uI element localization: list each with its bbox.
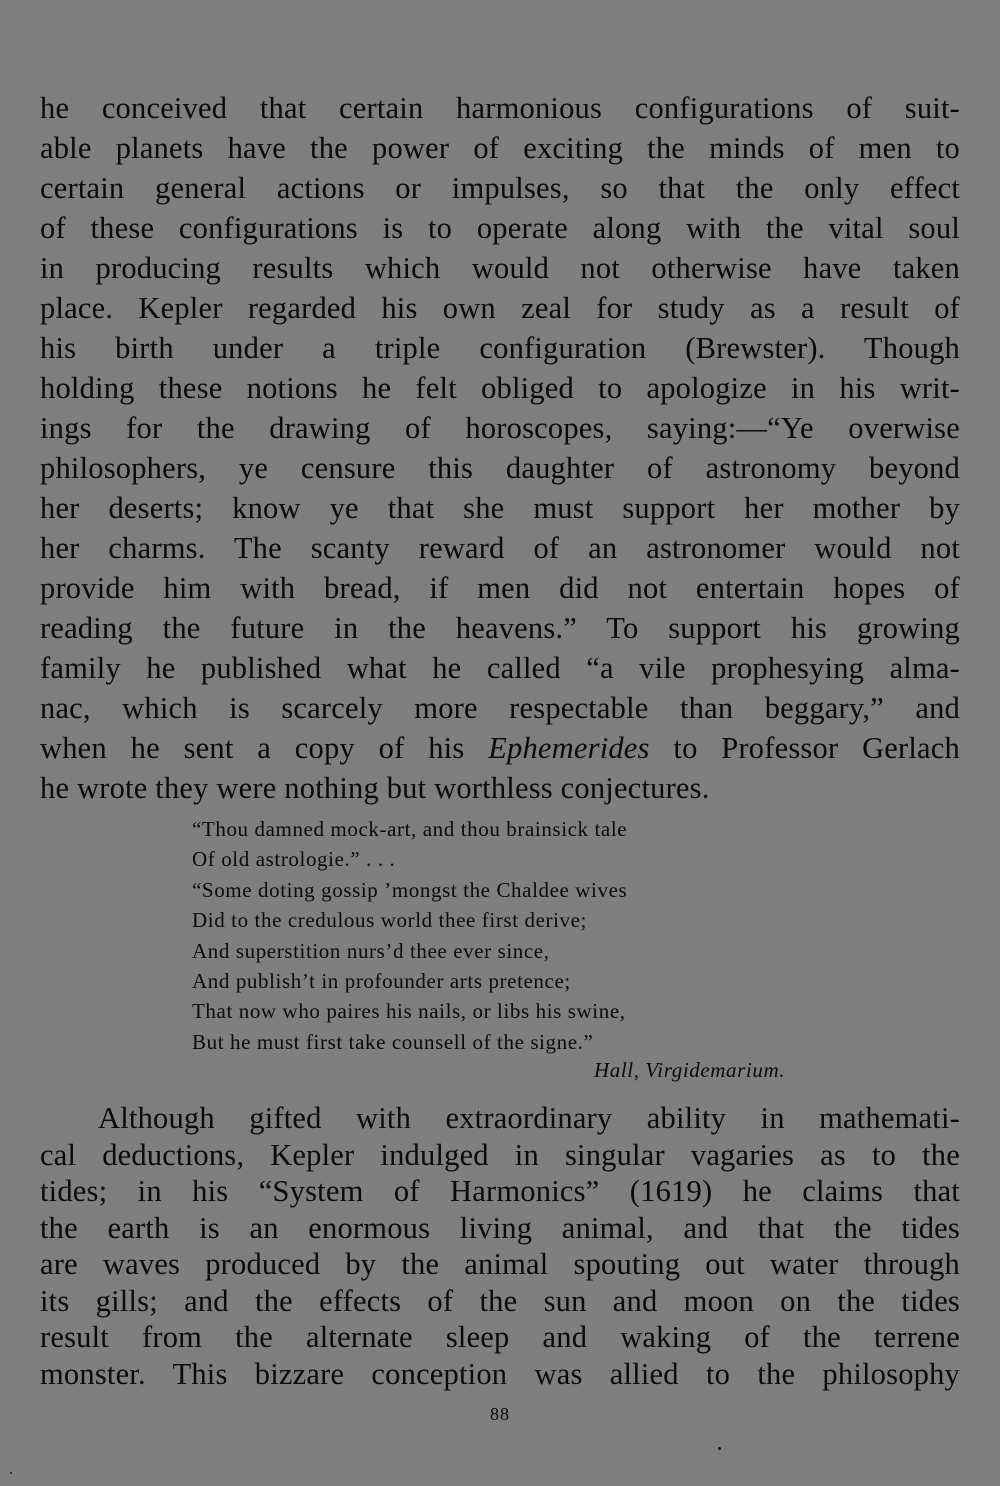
text-line: his birth under a triple configuration (Brewster). Though: [40, 331, 960, 365]
text-segment: when he sent a copy of his: [40, 731, 489, 765]
poem-quotation: [192, 814, 812, 1057]
text-line-with-italic: [40, 728, 960, 768]
poem-attribution: Hall, Virgidemarium.: [594, 1058, 786, 1082]
text-line: able planets have the power of exciting the minds of men to: [40, 131, 960, 165]
text-line: Although gifted with extraordinary ability in mathemati-: [98, 1101, 960, 1135]
text-line: of these configurations is to operate along with the vital soul: [40, 211, 960, 245]
text-line: the earth is an enormous living animal, and that the tides: [40, 1210, 960, 1245]
text-line: her deserts; know ye that she must support her mother by: [40, 491, 960, 525]
text-line-last: he wrote they were nothing but worthless conjectures.: [40, 771, 710, 805]
poem-line: “Some doting gossip ’mongst the Chaldee wives: [192, 877, 628, 902]
text-line: certain general actions or impulses, so that the only effect: [40, 171, 960, 205]
ink-speck: [10, 1472, 12, 1474]
text-line: result from the alternate sleep and waking of the terrene: [40, 1320, 960, 1354]
poem-line: And superstition nurs’d thee ever since,: [192, 938, 550, 963]
poem-line: But he must first take counsell of the signe.”: [192, 1029, 594, 1054]
ink-speck: [718, 1447, 721, 1450]
text-line: family he published what he called “a vile prophesying alma-: [40, 651, 960, 685]
text-line: tides; in his “System of Harmonics” (1619) he claims that: [40, 1174, 960, 1208]
page-number: 88: [490, 1404, 510, 1424]
text-line: provide him with bread, if men did not entertain hopes of: [40, 571, 960, 605]
book-title-italic: Ephemerides: [488, 731, 650, 765]
text-line: her charms. The scanty reward of an astronomer would not: [40, 531, 960, 565]
text-line: ings for the drawing of horoscopes, saying:—“Ye overwise: [40, 411, 960, 445]
text-line: place. Kepler regarded his own zeal for study as a result of: [40, 291, 960, 325]
text-line: are waves produced by the animal spouting out water through: [40, 1247, 960, 1281]
text-line: cal deductions, Kepler indulged in singular vagaries as to the: [40, 1137, 960, 1172]
text-line: philosophers, ye censure this daughter of astronomy beyond: [40, 451, 960, 485]
poem-line: And publish’t in profounder arts pretence;: [192, 969, 571, 994]
paragraph-2: [40, 1100, 960, 1392]
poem-line: Did to the credulous world thee first derive;: [192, 908, 587, 933]
poem-line: Of old astrologie.” . . .: [192, 847, 396, 872]
text-line: reading the future in the heavens.” To support his growing: [40, 611, 960, 645]
text-line: monster. This bizzare conception was allied to the philosophy: [40, 1356, 960, 1391]
text-segment: to Professor Gerlach: [649, 731, 960, 765]
poem-line: That now who paires his nails, or libs his swine,: [192, 999, 626, 1024]
text-line: he conceived that certain harmonious configurations of suit-: [40, 91, 960, 125]
text-line: holding these notions he felt obliged to apologize in his writ-: [40, 371, 960, 405]
text-line: nac, which is scarcely more respectable than beggary,” and: [40, 691, 960, 725]
text-line: its gills; and the effects of the sun and moon on the tides: [40, 1283, 960, 1318]
poem-line: “Thou damned mock-art, and thou brainsick tale: [192, 817, 628, 841]
paragraph-1: [40, 88, 960, 808]
text-line: in producing results which would not otherwise have taken: [40, 251, 960, 285]
